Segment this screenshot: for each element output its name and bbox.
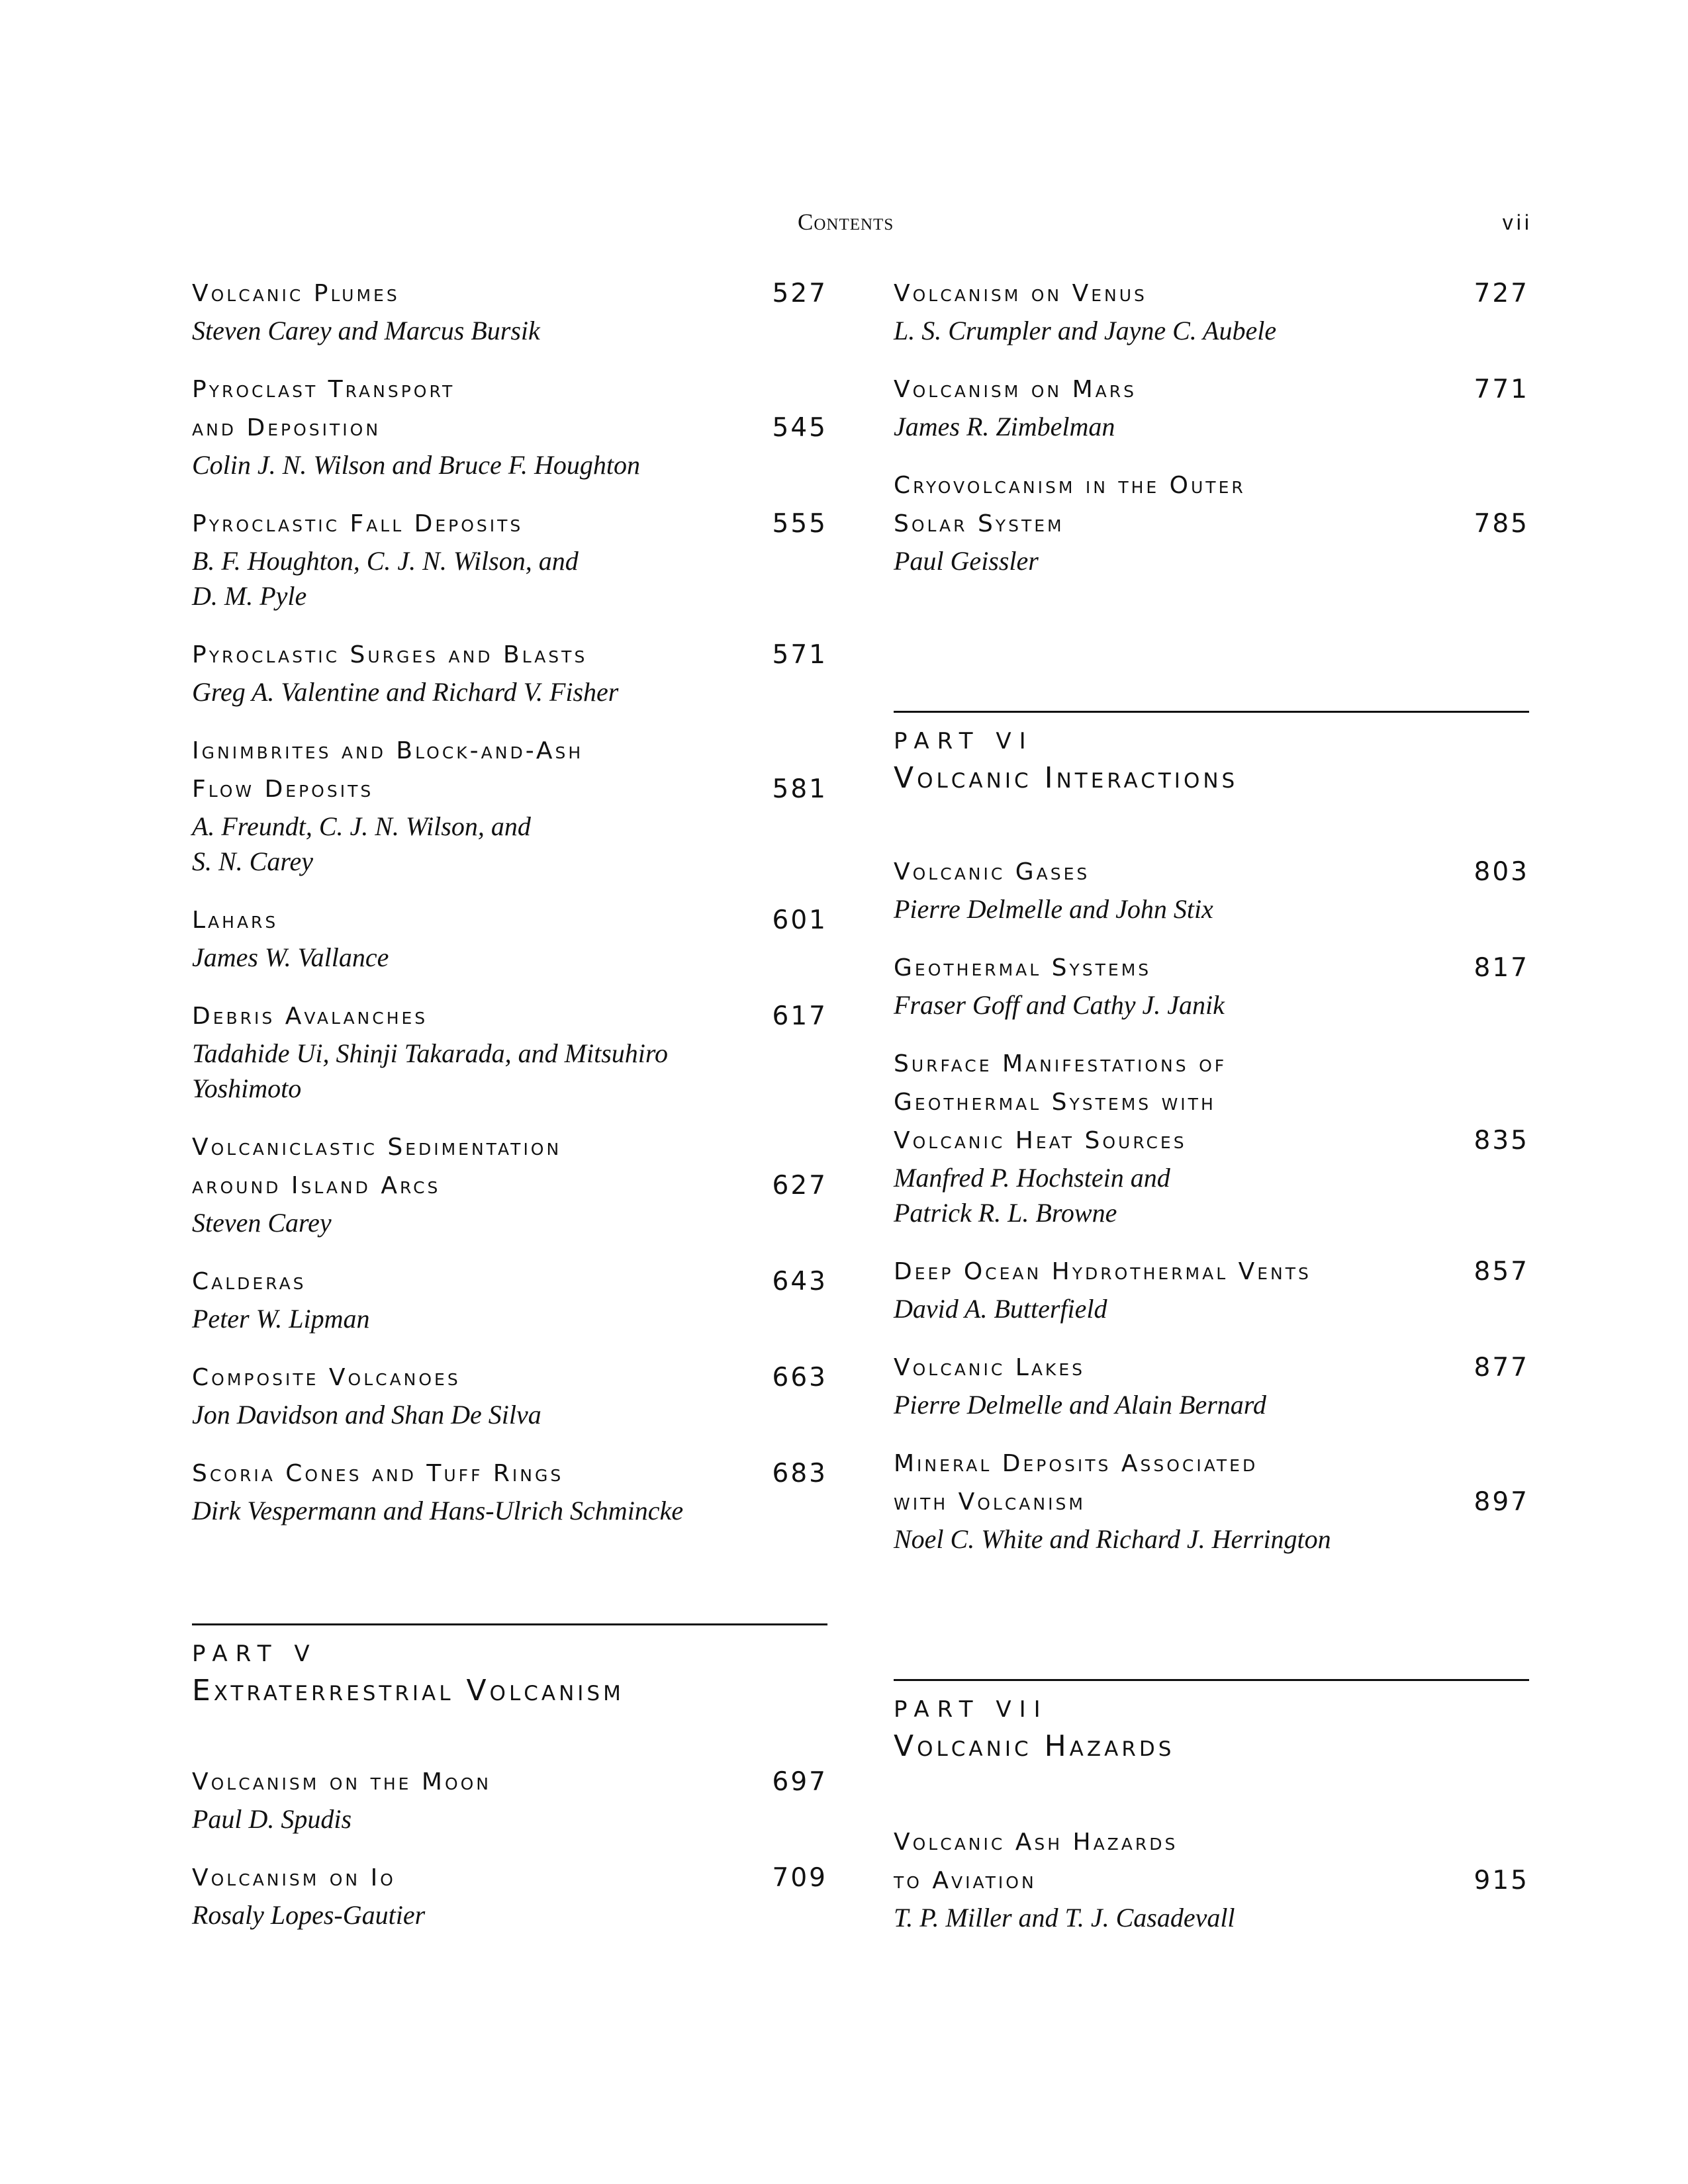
chapter-title: with Volcanism: [894, 1488, 1086, 1516]
chapter-page-number: 555: [772, 509, 827, 539]
chapter-authors: Jon Davidson and Shan De Silva: [192, 1400, 541, 1430]
chapter-title: Volcanism on the Moon: [192, 1768, 491, 1796]
toc-entry[interactable]: [894, 1349, 1529, 1422]
chapter-title: Volcanism on Mars: [894, 376, 1137, 403]
toc-entry[interactable]: [192, 1859, 827, 1933]
part-vi-section: [894, 711, 1529, 1557]
part-vi-entry-list: [894, 853, 1529, 1557]
left-column: [192, 275, 827, 1933]
chapter-title: Geothermal Systems with: [894, 1089, 1216, 1116]
chapter-title: Volcanic Gases: [894, 858, 1090, 886]
chapter-authors: B. F. Houghton, C. J. N. Wilson, and: [192, 546, 579, 576]
part-v-entry-list: [192, 1763, 827, 1933]
toc-entry[interactable]: [192, 371, 827, 482]
chapter-authors: Noel C. White and Richard J. Herrington: [894, 1524, 1331, 1554]
chapter-title: to Aviation: [894, 1867, 1037, 1894]
chapter-page-number: 709: [772, 1863, 827, 1893]
part-title: Volcanic Interactions: [894, 761, 1239, 795]
chapter-page-number: 877: [1474, 1353, 1529, 1383]
chapter-page-number: 617: [772, 1001, 827, 1031]
part-vii-entry-list: [894, 1823, 1529, 1935]
chapter-authors: S. N. Carey: [192, 846, 313, 876]
chapter-title: Volcanic Ash Hazards: [894, 1829, 1178, 1856]
part-title: Volcanic Hazards: [894, 1729, 1175, 1763]
chapter-authors: Pierre Delmelle and Alain Bernard: [894, 1390, 1266, 1420]
part-vii-section: [894, 1679, 1529, 1935]
chapter-page-number: 897: [1474, 1487, 1529, 1517]
chapter-title: around Island Arcs: [192, 1172, 441, 1199]
toc-entry[interactable]: [894, 1253, 1529, 1326]
toc-entry[interactable]: [894, 467, 1529, 578]
toc-entry[interactable]: [894, 1045, 1529, 1230]
chapter-title: Surface Manifestations of: [894, 1050, 1227, 1077]
running-header-title: Contents: [798, 209, 894, 235]
right-entry-list: [894, 275, 1529, 578]
chapter-title: Volcaniclastic Sedimentation: [192, 1134, 562, 1161]
chapter-authors: Steven Carey: [192, 1208, 332, 1238]
toc-entry[interactable]: [192, 636, 827, 709]
toc-entry[interactable]: [894, 949, 1529, 1023]
chapter-authors: Fraser Goff and Cathy J. Janik: [894, 990, 1225, 1020]
chapter-title: Volcanic Plumes: [192, 280, 400, 307]
chapter-page-number: 683: [772, 1459, 827, 1488]
chapter-authors: Yoshimoto: [192, 1073, 302, 1103]
toc-entry[interactable]: [192, 1263, 827, 1336]
toc-entry[interactable]: [894, 275, 1529, 348]
chapter-authors: A. Freundt, C. J. N. Wilson, and: [192, 811, 531, 841]
chapter-authors: Tadahide Ui, Shinji Takarada, and Mitsuhiro: [192, 1038, 668, 1068]
chapter-page-number: 857: [1474, 1257, 1529, 1287]
part-title: Extraterrestrial Volcanism: [192, 1674, 624, 1707]
chapter-title: Composite Volcanoes: [192, 1364, 461, 1391]
toc-entry[interactable]: [192, 275, 827, 348]
page-number: vii: [1502, 210, 1532, 234]
chapter-page-number: 915: [1474, 1866, 1529, 1895]
chapter-title: Volcanic Lakes: [894, 1354, 1085, 1381]
chapter-authors: James R. Zimbelman: [894, 412, 1115, 441]
chapter-title: Volcanic Heat Sources: [894, 1127, 1187, 1154]
chapter-authors: Steven Carey and Marcus Bursik: [192, 316, 540, 345]
chapter-title: Deep Ocean Hydrothermal Vents: [894, 1258, 1311, 1285]
chapter-page-number: 835: [1474, 1126, 1529, 1156]
chapter-title: Pyroclastic Fall Deposits: [192, 510, 524, 537]
chapter-page-number: 545: [772, 413, 827, 443]
chapter-page-number: 627: [772, 1171, 827, 1201]
chapter-authors: T. P. Miller and T. J. Casadevall: [894, 1903, 1235, 1933]
toc-entry[interactable]: [192, 1128, 827, 1240]
chapter-title: Scoria Cones and Tuff Rings: [192, 1460, 564, 1487]
chapter-title: Volcanism on Venus: [894, 280, 1147, 307]
chapter-title: Calderas: [192, 1268, 306, 1295]
chapter-authors: Peter W. Lipman: [192, 1304, 370, 1334]
chapter-page-number: 663: [772, 1363, 827, 1392]
chapter-page-number: 817: [1474, 953, 1529, 983]
toc-entry[interactable]: [894, 853, 1529, 927]
left-entry-list: [192, 275, 827, 1528]
part-label: PART V: [192, 1641, 318, 1667]
chapter-title: Debris Avalanches: [192, 1003, 428, 1030]
chapter-page-number: 643: [772, 1267, 827, 1297]
chapter-title: Pyroclastic Surges and Blasts: [192, 641, 588, 668]
toc-entry[interactable]: [192, 732, 827, 879]
toc-entry[interactable]: [192, 901, 827, 975]
part-label: PART VI: [894, 728, 1034, 754]
right-column: [894, 275, 1529, 1935]
chapter-authors: Patrick R. L. Browne: [894, 1198, 1117, 1228]
chapter-authors: Rosaly Lopes-Gautier: [192, 1900, 426, 1930]
chapter-page-number: 785: [1474, 509, 1529, 539]
chapter-authors: Paul Geissler: [894, 546, 1039, 576]
chapter-authors: Paul D. Spudis: [192, 1804, 352, 1834]
toc-entry[interactable]: [192, 1359, 827, 1432]
chapter-authors: Dirk Vespermann and Hans-Ulrich Schmincke: [192, 1496, 684, 1525]
chapter-title: and Deposition: [192, 414, 381, 441]
chapter-authors: David A. Butterfield: [894, 1294, 1107, 1324]
chapter-title: Cryovolcanism in the Outer: [894, 472, 1246, 499]
chapter-page-number: 727: [1474, 279, 1529, 308]
toc-entry[interactable]: [894, 1445, 1529, 1557]
chapter-authors: Manfred P. Hochstein and: [894, 1163, 1170, 1193]
toc-entry[interactable]: [894, 371, 1529, 444]
chapter-title: Lahars: [192, 907, 279, 934]
chapter-authors: Pierre Delmelle and John Stix: [894, 894, 1213, 924]
chapter-authors: Colin J. N. Wilson and Bruce F. Houghton: [192, 450, 641, 480]
chapter-page-number: 581: [772, 774, 827, 804]
chapter-title: Solar System: [894, 510, 1064, 537]
chapter-page-number: 697: [772, 1767, 827, 1797]
chapter-page-number: 771: [1474, 375, 1529, 404]
part-v-section: [192, 1623, 827, 1933]
toc-entry[interactable]: [192, 505, 827, 614]
chapter-authors: D. M. Pyle: [192, 581, 307, 611]
chapter-page-number: 601: [772, 905, 827, 935]
toc-entry[interactable]: [192, 1455, 827, 1528]
chapter-authors: James W. Vallance: [192, 942, 389, 972]
chapter-title: Ignimbrites and Block-and-Ash: [192, 737, 584, 764]
chapter-title: Geothermal Systems: [894, 954, 1152, 981]
chapter-authors: Greg A. Valentine and Richard V. Fisher: [192, 677, 619, 707]
chapter-title: Pyroclast Transport: [192, 376, 455, 403]
chapter-page-number: 803: [1474, 857, 1529, 887]
chapter-page-number: 527: [772, 279, 827, 308]
chapter-title: Flow Deposits: [192, 776, 374, 803]
chapter-title: Mineral Deposits Associated: [894, 1450, 1258, 1477]
chapter-title: Volcanism on Io: [192, 1864, 396, 1891]
toc-entry[interactable]: [894, 1823, 1529, 1935]
chapter-authors: L. S. Crumpler and Jayne C. Aubele: [894, 316, 1277, 345]
toc-entry[interactable]: [192, 997, 827, 1106]
toc-entry[interactable]: [192, 1763, 827, 1837]
part-label: PART VII: [894, 1696, 1049, 1723]
chapter-page-number: 571: [772, 640, 827, 670]
